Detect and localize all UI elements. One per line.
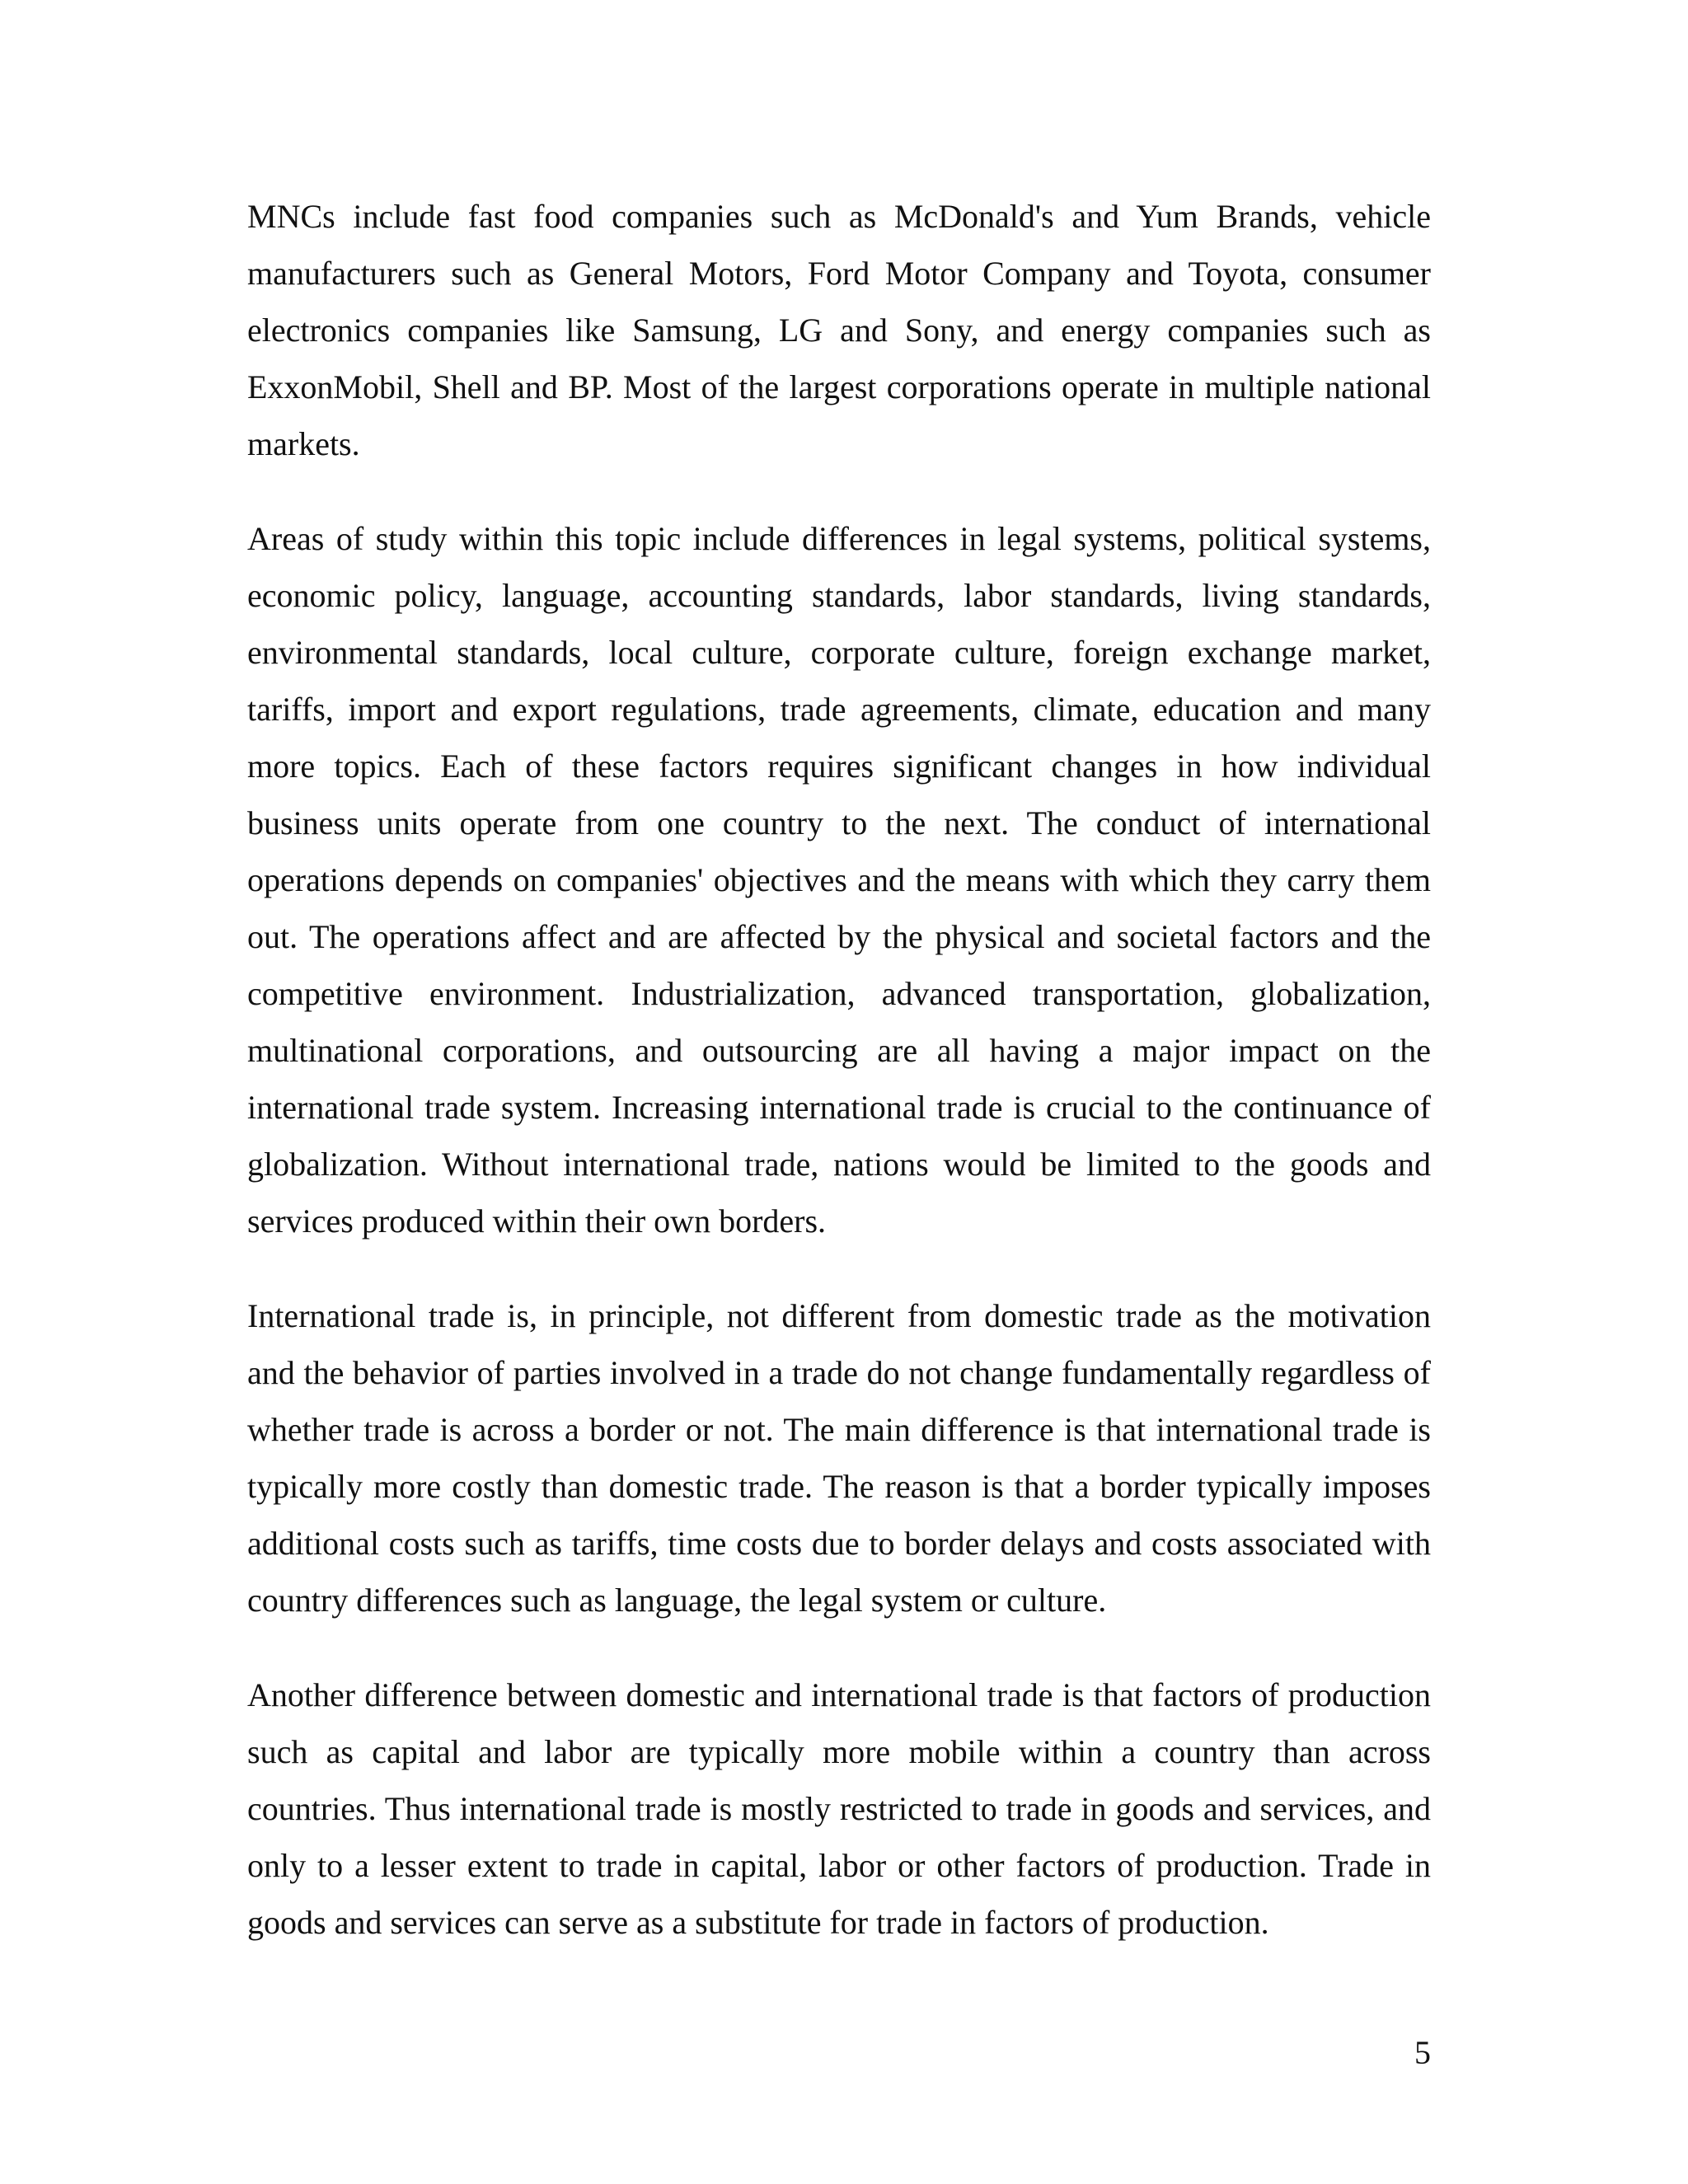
paragraph-international-vs-domestic: International trade is, in principle, not different from domestic trade as the motivation and the behavior of parties involved in a trade do not change fundamentally regardless of whether trade is across a border or not. The main difference is that international trade is typically more costly than domestic trade. The reason is that a border typically imposes additional costs such as tariffs, time costs due to border delays and costs associated with country differences such as language, the legal system or culture.	[247, 1297, 1431, 1619]
body-text	[247, 188, 1431, 1989]
page-number: 5	[1414, 2034, 1431, 2071]
paragraph-areas-of-study: Areas of study within this topic include differences in legal systems, political systems, economic policy, language, accounting standards, labor standards, living standards, environmental standards, local culture, corporate culture, foreign exchange market, tariffs, import and export regulations, trade agreements, climate, education and many more topics. Each of these factors requires significant changes in how individual business units operate from one country to the next. The conduct of international operations depends on companies' objectives and the means with which they carry them out. The operations affect and are affected by the physical and societal factors and the competitive environment. Industrialization, advanced transportation, globalization, multinational corporations, and outsourcing are all having a major impact on the international trade system. Increasing international trade is crucial to the continuance of globalization. Without international trade, nations would be limited to the goods and services produced within their own borders.	[247, 520, 1431, 1240]
paragraph-mncs: MNCs include fast food companies such as McDonald's and Yum Brands, vehicle manufacturers such as General Motors, Ford Motor Company and Toyota, consumer electronics companies like Samsung, LG and Sony, and energy companies such as ExxonMobil, Shell and BP. Most of the largest corporations operate in multiple national markets.	[247, 198, 1431, 462]
paragraph-factors-of-production: Another difference between domestic and international trade is that factors of production such as capital and labor are typically more mobile within a country than across countries. Thus international trade is mostly restricted to trade in goods and services, and only to a lesser extent to trade in capital, labor or other factors of production. Trade in goods and services can serve as a substitute for trade in factors of production.	[247, 1676, 1431, 1941]
